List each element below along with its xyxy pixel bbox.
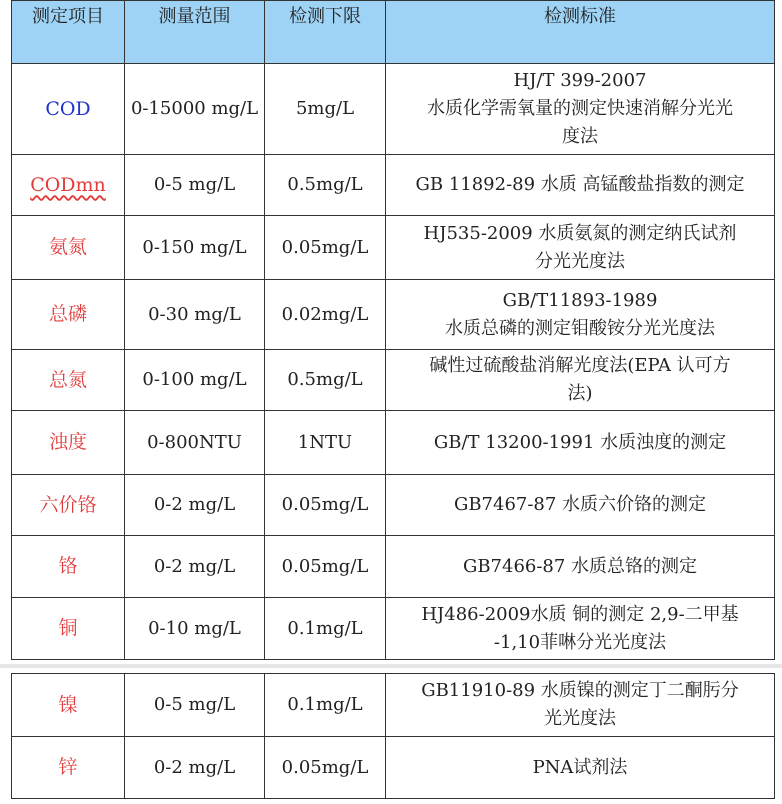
cell-item [12, 475, 125, 536]
cell-range: 0-5 mg/L [125, 155, 265, 216]
cell-standard [386, 280, 775, 350]
cell-item [12, 280, 125, 350]
cell-range: 0-15000 mg/L [125, 64, 265, 155]
item-name: 氨氮 [48, 236, 87, 258]
cell-standard [386, 475, 775, 536]
cell-item [12, 155, 125, 216]
standard-line: GB7467-87 水质六价铬的测定 [453, 494, 707, 515]
page-break-line [0, 664, 782, 668]
cell-standard [386, 64, 775, 155]
cell-limit: 0.1mg/L [265, 674, 386, 737]
standard-line: HJ535-2009 水质氨氮的测定纳氏试剂 [423, 222, 737, 244]
standard-line: 度法 [562, 126, 598, 147]
item-name: 铬 [58, 555, 78, 577]
cell-item [12, 536, 125, 598]
cell-limit: 0.5mg/L [265, 155, 386, 216]
cell-range: 0-10 mg/L [125, 598, 265, 660]
cell-limit: 1NTU [265, 411, 386, 475]
cell-range: 0-150 mg/L [125, 216, 265, 280]
item-name: 六价铬 [39, 493, 97, 516]
standard-line: 水质化学需氧量的测定快速消解分光光 [427, 98, 733, 119]
item-name: 锌 [58, 756, 78, 778]
cell-range: 0-2 mg/L [125, 536, 265, 598]
cell-limit: 0.05mg/L [265, 475, 386, 536]
standard-line: GB 11892-89 水质 高锰酸盐指数的测定 [415, 174, 745, 195]
cell-standard [386, 737, 775, 799]
cell-standard [386, 350, 775, 411]
table-row [12, 216, 775, 280]
cell-range: 0-800NTU [125, 411, 265, 475]
standard-line: 水质总磷的测定钼酸铵分光光度法 [445, 317, 715, 339]
cell-limit: 5mg/L [265, 64, 386, 155]
cell-limit: 0.5mg/L [265, 350, 386, 411]
standard-line: 法) [567, 383, 593, 404]
table-header-row [12, 1, 775, 64]
cell-item [12, 598, 125, 660]
standard-line: HJ/T 399-2007 [513, 70, 647, 91]
standard-line: GB/T11893-1989 [502, 289, 658, 311]
standard-line: 分光光度法 [535, 250, 625, 272]
cell-item [12, 674, 125, 737]
item-name: 总氮 [48, 368, 87, 391]
standard-line: 光光度法 [544, 708, 616, 729]
standard-line: GB7466-87 水质总铬的测定 [462, 555, 698, 577]
cell-standard [386, 411, 775, 475]
cell-limit: 0.1mg/L [265, 598, 386, 660]
cell-standard [386, 155, 775, 216]
table-row [12, 350, 775, 411]
cell-standard [386, 536, 775, 598]
header-item: 测定项目 [12, 1, 125, 64]
standard-line: 碱性过硫酸盐消解光度法(EPA 认可方 [429, 355, 731, 376]
table-row [12, 598, 775, 660]
table-row [12, 64, 775, 155]
table-row [12, 737, 775, 799]
cell-standard [386, 674, 775, 737]
item-name: 铜 [58, 617, 78, 639]
standard-line: GB/T 13200-1991 水质浊度的测定 [433, 431, 727, 453]
table-row [12, 280, 775, 350]
cell-limit: 0.02mg/L [265, 280, 386, 350]
cell-standard [386, 598, 775, 660]
standard-line: GB11910-89 水质镍的测定丁二酮肟分 [421, 680, 739, 701]
item-name: CODmn [30, 173, 106, 196]
item-name: 总磷 [48, 303, 87, 325]
cell-range: 0-30 mg/L [125, 280, 265, 350]
item-name: 镍 [58, 693, 78, 716]
table-row [12, 411, 775, 475]
table-row [12, 674, 775, 737]
cell-item [12, 737, 125, 799]
data-table [11, 0, 775, 660]
standard-line: HJ486-2009水质 铜的测定 2,9-二甲基 [421, 603, 739, 625]
cell-item [12, 411, 125, 475]
cell-limit: 0.05mg/L [265, 737, 386, 799]
cell-range: 0-2 mg/L [125, 475, 265, 536]
item-name: 浊度 [48, 431, 87, 453]
cell-limit: 0.05mg/L [265, 536, 386, 598]
item-name: COD [45, 97, 91, 120]
table-row [12, 536, 775, 598]
cell-item [12, 64, 125, 155]
table-row [12, 155, 775, 216]
cell-range: 0-100 mg/L [125, 350, 265, 411]
cell-limit: 0.05mg/L [265, 216, 386, 280]
header-limit: 检测下限 [265, 1, 386, 64]
data-table-continued [11, 673, 775, 799]
standard-line: PNA试剂法 [532, 756, 628, 778]
header-standard: 检测标准 [386, 1, 775, 64]
table-row [12, 475, 775, 536]
cell-range: 0-5 mg/L [125, 674, 265, 737]
cell-range: 0-2 mg/L [125, 737, 265, 799]
header-range: 测量范围 [125, 1, 265, 64]
cell-standard [386, 216, 775, 280]
standard-line: -1,10菲啉分光光度法 [493, 631, 667, 653]
cell-item [12, 216, 125, 280]
cell-item [12, 350, 125, 411]
